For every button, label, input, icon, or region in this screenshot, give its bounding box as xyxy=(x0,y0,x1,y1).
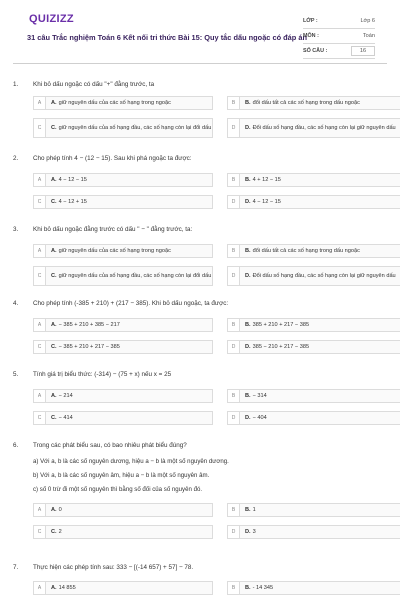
meta-panel xyxy=(303,14,375,59)
options-grid xyxy=(13,503,387,539)
option-b[interactable] xyxy=(227,96,400,110)
option-a[interactable] xyxy=(33,244,213,258)
option-text xyxy=(46,393,73,400)
option-letter: A xyxy=(34,504,46,516)
quizizz-logo: QUIZIZZ xyxy=(29,13,74,25)
option-letter: C xyxy=(34,412,46,424)
meta-value: Toán xyxy=(362,33,375,39)
question-text: Tính giá trị biểu thức: (-314) − (75 + x) nếu x = 25 xyxy=(33,370,172,378)
option-letter: A xyxy=(34,245,46,257)
meta-row-grade xyxy=(303,14,375,29)
question-7 xyxy=(13,562,387,595)
option-d[interactable] xyxy=(227,118,400,138)
option-c[interactable] xyxy=(33,525,213,539)
option-text xyxy=(240,177,281,184)
option-letter: C xyxy=(34,341,46,353)
option-label: A. xyxy=(51,176,57,183)
option-b[interactable] xyxy=(227,318,400,332)
question-text: Cho phép tính 4 − (12 − 15). Sau khi phá ngoặc ta được: xyxy=(33,154,192,162)
option-content: − 404 xyxy=(252,414,267,421)
meta-row-count xyxy=(303,44,375,59)
option-content: 0 xyxy=(58,506,62,513)
option-text xyxy=(240,248,360,255)
question-head xyxy=(13,224,387,234)
option-content: đổi dấu tất cả các số hạng trong dấu ngoặc xyxy=(252,99,360,106)
option-d[interactable] xyxy=(227,195,400,209)
option-label: C. xyxy=(51,198,57,205)
question-5 xyxy=(13,369,387,425)
option-a[interactable] xyxy=(33,389,213,403)
question-text: Cho phép tính (-385 + 210) + (217 − 385). Khi bỏ dấu ngoặc, ta được: xyxy=(33,299,229,307)
option-content: Đổi dấu số hạng đầu, các số hạng còn lại giữ nguyên dấu xyxy=(252,272,396,279)
question-head xyxy=(13,153,387,163)
question-number: 2. xyxy=(13,154,19,162)
options-grid xyxy=(13,96,396,138)
statement-list xyxy=(13,454,387,496)
option-a[interactable] xyxy=(33,581,213,595)
option-content: đổi dấu tất cả các số hạng trong dấu ngoặc xyxy=(252,247,360,254)
option-content: 3 xyxy=(252,528,256,535)
option-a[interactable] xyxy=(33,96,213,110)
option-a[interactable] xyxy=(33,173,213,187)
option-letter: C xyxy=(34,267,46,285)
option-content: 4 − 12 + 15 xyxy=(58,198,87,205)
option-letter: D xyxy=(228,341,240,353)
option-label: C. xyxy=(51,414,57,421)
option-c[interactable] xyxy=(33,340,213,354)
option-content: − 314 xyxy=(252,392,267,399)
option-label: B. xyxy=(245,392,251,399)
option-label: A. xyxy=(51,584,57,591)
option-content: 14 855 xyxy=(58,584,76,591)
option-content: 385 + 210 + 217 − 385 xyxy=(252,321,310,328)
statement-c: c) số 0 trừ đi một số nguyên thì bằng số đối của số nguyên đó. xyxy=(33,485,203,493)
option-label: D. xyxy=(245,272,251,279)
option-text xyxy=(46,415,73,422)
option-b[interactable] xyxy=(227,503,400,517)
option-text xyxy=(240,100,360,107)
option-label: D. xyxy=(245,414,251,421)
option-text xyxy=(240,199,281,206)
option-text xyxy=(46,100,171,107)
option-text xyxy=(240,585,273,592)
option-text xyxy=(46,322,120,329)
question-text: Trong các phát biểu sau, có bao nhiêu phát biểu đúng? xyxy=(33,441,187,449)
option-label: D. xyxy=(245,198,251,205)
option-letter: C xyxy=(34,526,46,538)
option-text xyxy=(240,529,256,536)
option-b[interactable] xyxy=(227,173,400,187)
option-content: − 385 + 210 + 385 − 217 xyxy=(58,321,120,328)
option-label: B. xyxy=(245,176,251,183)
question-head xyxy=(13,440,387,450)
option-c[interactable] xyxy=(33,411,213,425)
option-letter: B xyxy=(228,319,240,331)
option-content: Đổi dấu số hạng đầu, các số hạng còn lại giữ nguyên dấu xyxy=(252,124,396,131)
option-label: D. xyxy=(245,343,251,350)
option-content: − 385 + 210 + 217 − 385 xyxy=(58,343,120,350)
option-letter: D xyxy=(228,119,240,137)
question-head xyxy=(13,562,387,572)
option-letter: C xyxy=(34,119,46,137)
option-content: − 414 xyxy=(58,414,73,421)
option-text xyxy=(46,529,62,536)
meta-value: 16 xyxy=(351,46,375,56)
option-letter: D xyxy=(228,267,240,285)
question-number: 6. xyxy=(13,441,19,449)
option-letter: B xyxy=(228,245,240,257)
option-content: giữ nguyên dấu của các số hạng trong ngoặc xyxy=(58,99,171,106)
option-content: 4 + 12 − 15 xyxy=(252,176,281,183)
option-text xyxy=(46,273,211,280)
meta-value: Lớp 6 xyxy=(360,18,375,24)
option-content: 1 xyxy=(252,506,256,513)
options-grid xyxy=(13,244,396,286)
options-grid xyxy=(13,389,387,425)
question-6 xyxy=(13,440,387,539)
option-text xyxy=(46,248,171,255)
option-letter: B xyxy=(228,97,240,109)
option-label: C. xyxy=(51,124,57,131)
options-grid xyxy=(13,173,387,209)
option-text xyxy=(46,177,87,184)
option-text xyxy=(240,415,267,422)
option-letter: A xyxy=(34,97,46,109)
option-d[interactable] xyxy=(227,340,400,354)
options-grid xyxy=(13,581,387,595)
option-letter: A xyxy=(34,174,46,186)
option-label: B. xyxy=(245,321,251,328)
option-letter: A xyxy=(34,319,46,331)
option-label: B. xyxy=(245,506,251,513)
option-label: A. xyxy=(51,321,57,328)
option-letter: A xyxy=(34,390,46,402)
option-letter: D xyxy=(228,412,240,424)
option-label: C. xyxy=(51,272,57,279)
question-number: 1. xyxy=(13,80,19,88)
option-label: C. xyxy=(51,528,57,535)
question-text: Khi bỏ dấu ngoặc đằng trước có dấu " − " đằng trước, ta: xyxy=(33,225,193,233)
option-a[interactable] xyxy=(33,318,213,332)
question-1 xyxy=(13,79,396,138)
option-letter: D xyxy=(228,196,240,208)
meta-key: LỚP : xyxy=(303,18,318,24)
option-b[interactable] xyxy=(227,389,400,403)
statement-b: b) Với a, b là các số nguyên âm, hiệu a − b là một số nguyên âm. xyxy=(33,471,210,479)
worksheet-header xyxy=(13,0,387,64)
option-text xyxy=(240,273,396,280)
option-text xyxy=(46,585,76,592)
option-text xyxy=(240,322,309,329)
option-label: A. xyxy=(51,99,57,106)
worksheet-title: 31 câu Trắc nghiệm Toán 6 Kết nối tri thức Bài 15: Quy tắc dấu ngoặc có đáp án xyxy=(27,33,307,42)
option-label: A. xyxy=(51,247,57,254)
option-a[interactable] xyxy=(33,503,213,517)
option-text xyxy=(46,199,87,206)
option-letter: B xyxy=(228,390,240,402)
option-content: giữ nguyên dấu của số hạng đầu, các số hạng còn lại đổi dấu xyxy=(58,272,212,279)
question-3 xyxy=(13,224,396,286)
option-content: 385 − 210 + 217 − 385 xyxy=(252,343,310,350)
question-number: 4. xyxy=(13,299,19,307)
option-text xyxy=(240,507,256,514)
option-label: C. xyxy=(51,343,57,350)
options-grid xyxy=(13,318,387,354)
option-content: 4 − 12 − 15 xyxy=(252,198,281,205)
question-head xyxy=(13,298,387,308)
option-label: A. xyxy=(51,392,57,399)
option-content: giữ nguyên dấu của số hạng đầu, các số hạng còn lại đổi dấu xyxy=(58,124,212,131)
option-letter: D xyxy=(228,526,240,538)
option-d[interactable] xyxy=(227,411,400,425)
option-text xyxy=(240,393,267,400)
option-label: D. xyxy=(245,528,251,535)
option-d[interactable] xyxy=(227,266,400,286)
question-head xyxy=(13,79,387,89)
option-c[interactable] xyxy=(33,195,213,209)
question-head xyxy=(13,369,387,379)
question-4 xyxy=(13,298,387,354)
meta-row-subject xyxy=(303,29,375,44)
meta-key: SỐ CÂU : xyxy=(303,48,328,54)
option-letter: A xyxy=(34,582,46,594)
option-content: - 14 345 xyxy=(252,584,274,591)
question-2 xyxy=(13,153,387,209)
option-letter: B xyxy=(228,504,240,516)
option-letter: B xyxy=(228,174,240,186)
option-label: B. xyxy=(245,584,251,591)
question-number: 3. xyxy=(13,225,19,233)
option-c[interactable] xyxy=(33,118,213,138)
option-content: 4 − 12 − 15 xyxy=(58,176,87,183)
option-text xyxy=(46,125,211,132)
option-label: D. xyxy=(245,124,251,131)
question-text: Thực hiện các phép tính sau: 333 − [(-14 657) + 57] − 78. xyxy=(33,563,194,571)
option-d[interactable] xyxy=(227,525,400,539)
option-b[interactable] xyxy=(227,244,400,258)
question-number: 7. xyxy=(13,563,19,571)
option-content: giữ nguyên dấu của các số hạng trong ngoặc xyxy=(58,247,171,254)
question-text: Khi bỏ dấu ngoặc có dấu "+" đằng trước, ta xyxy=(33,80,155,88)
option-content: − 214 xyxy=(58,392,73,399)
option-content: 2 xyxy=(58,528,62,535)
option-b[interactable] xyxy=(227,581,400,595)
option-letter: B xyxy=(228,582,240,594)
option-label: A. xyxy=(51,506,57,513)
question-number: 5. xyxy=(13,370,19,378)
option-label: B. xyxy=(245,99,251,106)
meta-key: MÔN : xyxy=(303,33,319,39)
option-text xyxy=(240,125,396,132)
statement-a: a) Với a, b là các số nguyên dương, hiệu a − b là một số nguyên dương. xyxy=(33,457,229,465)
option-c[interactable] xyxy=(33,266,213,286)
option-text xyxy=(240,344,309,351)
option-text xyxy=(46,507,62,514)
option-text xyxy=(46,344,120,351)
option-label: B. xyxy=(245,247,251,254)
option-letter: C xyxy=(34,196,46,208)
